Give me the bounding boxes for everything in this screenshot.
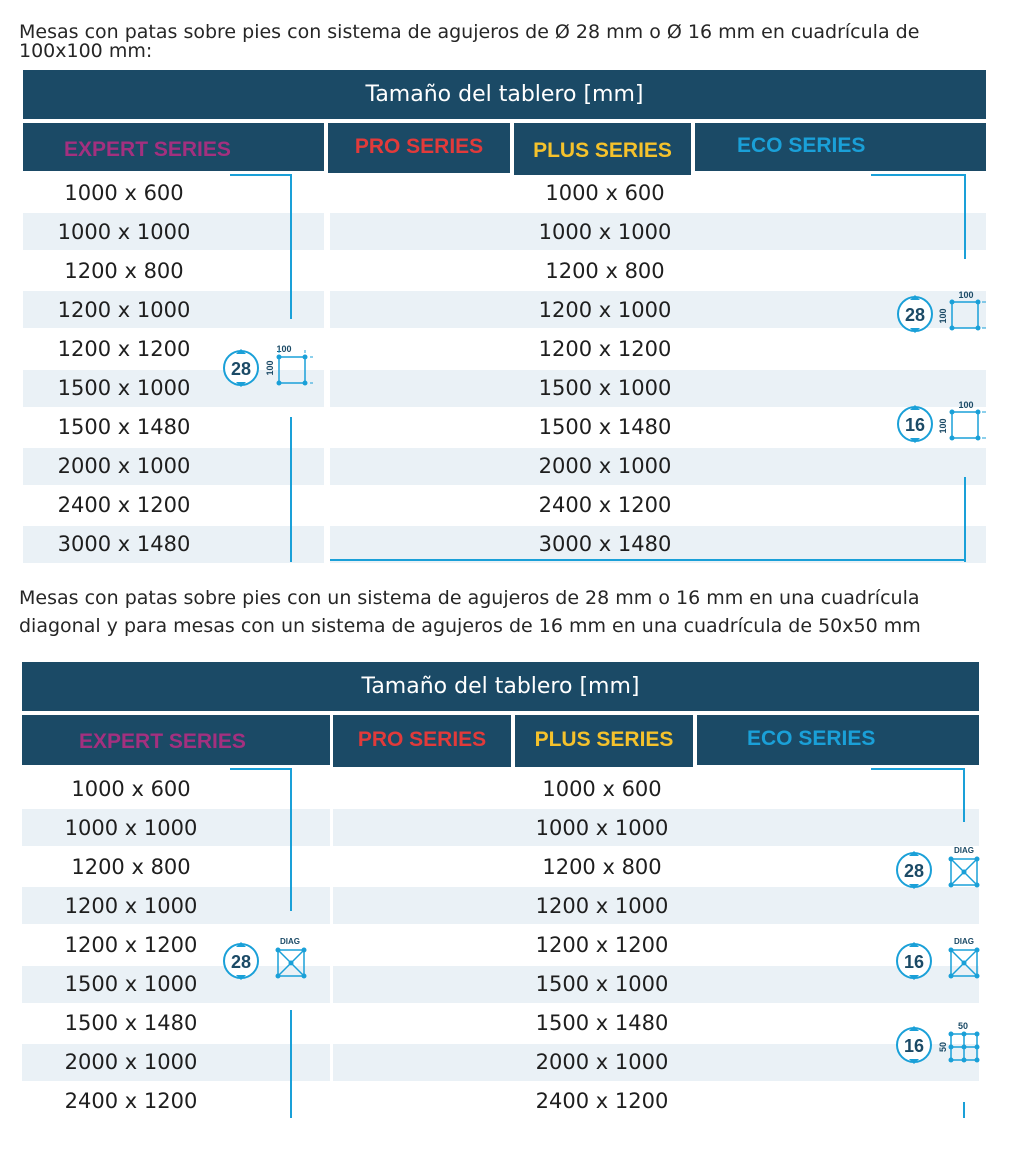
bracket-line xyxy=(871,174,966,176)
header-label: PRO SERIES xyxy=(354,135,484,158)
header-plus-series xyxy=(514,123,691,175)
table-title-text: Tamaño del tablero [mm] xyxy=(365,82,644,107)
pro-plus-eco-size-cell: 1200 x 1200 xyxy=(535,932,669,957)
bracket-line xyxy=(290,417,292,562)
bracket-line xyxy=(964,477,966,562)
header-label: PLUS SERIES xyxy=(534,728,674,751)
grid-label: 100 xyxy=(958,290,974,300)
pro-plus-eco-size-cell: 1200 x 1000 xyxy=(538,297,672,322)
pro-plus-eco-size-cell: 1000 x 600 xyxy=(545,180,665,205)
bracket-line xyxy=(963,1102,965,1118)
bracket-line xyxy=(963,768,965,822)
expert-size-cell: 1000 x 1000 xyxy=(57,219,191,244)
table-title-text: Tamaño del tablero [mm] xyxy=(361,674,640,699)
table-title xyxy=(23,70,986,119)
hole-size: 16 xyxy=(903,1036,925,1056)
header-label: ECO SERIES xyxy=(747,727,876,750)
hole-28-grid-100-icon xyxy=(222,344,314,392)
grid-side-label: 100 xyxy=(265,360,275,376)
expert-size-cell: 1200 x 1200 xyxy=(57,336,191,361)
pro-plus-eco-size-cell: 1500 x 1000 xyxy=(535,972,669,996)
hole-grid-badge-eco-16 xyxy=(896,400,988,452)
header-plus-series xyxy=(515,715,693,767)
hole-16-diag-icon xyxy=(895,936,987,986)
expert-size-cell: 1500 x 1000 xyxy=(64,972,198,996)
hole-size: 28 xyxy=(903,861,925,881)
grid-side-label: 100 xyxy=(938,418,948,434)
pro-plus-eco-size-cell: 1500 x 1480 xyxy=(538,415,672,440)
intro-paragraph-2 xyxy=(19,584,921,640)
expert-size-cell: 1200 x 800 xyxy=(64,258,184,283)
grid-label: 100 xyxy=(958,400,974,410)
header-label: ECO SERIES xyxy=(737,134,866,157)
hole-28-diag-icon xyxy=(895,845,987,895)
hole-size: 16 xyxy=(903,952,925,972)
pro-plus-eco-size-cell: 1500 x 1480 xyxy=(535,1011,669,1036)
hole-size: 28 xyxy=(230,952,252,972)
grid-side-label: 50 xyxy=(938,1041,948,1053)
grid-label: DIAG xyxy=(280,937,300,946)
expert-size-cell: 2000 x 1000 xyxy=(57,454,191,479)
pro-plus-eco-size-cell: 1200 x 800 xyxy=(545,258,665,283)
bracket-line xyxy=(230,174,291,176)
pro-plus-eco-size-cell: 2400 x 1200 xyxy=(535,1089,669,1114)
header-pro-series xyxy=(333,715,511,767)
hole-grid-badge-eco-28 xyxy=(896,290,988,342)
header-pro-series xyxy=(328,123,510,173)
expert-size-cell: 1000 x 600 xyxy=(71,776,191,801)
expert-size-cell: 2400 x 1200 xyxy=(57,493,191,518)
expert-size-cell: 1500 x 1480 xyxy=(64,1011,198,1036)
header-label: EXPERT SERIES xyxy=(79,730,246,753)
hole-grid-badge-eco-28-diag xyxy=(895,845,987,899)
bracket-line xyxy=(290,768,292,911)
expert-size-cell: 1000 x 1000 xyxy=(64,815,198,840)
bracket-line xyxy=(330,559,966,561)
hole-grid-badge-eco-16-grid50 xyxy=(895,1020,987,1074)
pro-plus-eco-size-cell: 1000 x 1000 xyxy=(538,219,672,244)
pro-plus-eco-size-cell: 3000 x 1480 xyxy=(538,532,672,557)
table-title xyxy=(22,662,979,711)
hole-grid-badge-expert xyxy=(222,936,314,990)
bracket-line xyxy=(290,1010,292,1118)
expert-size-cell: 1500 x 1000 xyxy=(57,376,191,400)
pro-plus-eco-size-cell: 1000 x 1000 xyxy=(535,815,669,840)
pro-plus-eco-size-cell: 2400 x 1200 xyxy=(538,493,672,518)
pro-plus-eco-size-cell: 1000 x 600 xyxy=(542,776,662,801)
grid-label: 100 xyxy=(276,344,292,354)
intro-line: 100x100 mm: xyxy=(19,40,153,62)
hole-size: 16 xyxy=(904,415,926,435)
bracket-line xyxy=(871,768,965,770)
hole-16-grid-50-icon xyxy=(895,1020,987,1070)
bracket-line xyxy=(230,768,291,770)
grid-label: DIAG xyxy=(954,937,974,946)
expert-size-cell: 2400 x 1200 xyxy=(64,1089,198,1114)
expert-size-cell: 1000 x 600 xyxy=(64,180,184,205)
bracket-line xyxy=(964,174,966,259)
expert-size-cell: 3000 x 1480 xyxy=(57,532,191,557)
grid-label: DIAG xyxy=(954,846,974,855)
intro-line: diagonal y para mesas con un sistema de agujeros de 16 mm en una cuadrícula de 50x50 mm xyxy=(19,615,921,637)
hole-28-grid-100-icon xyxy=(896,290,988,338)
header-label: PRO SERIES xyxy=(357,728,487,751)
pro-plus-eco-size-cell: 1200 x 800 xyxy=(542,854,662,879)
header-label: PLUS SERIES xyxy=(533,139,672,162)
header-label: EXPERT SERIES xyxy=(64,138,231,161)
expert-size-cell: 1200 x 800 xyxy=(71,854,191,879)
bracket-line xyxy=(290,174,292,319)
header-eco-series xyxy=(697,715,979,765)
hole-28-diag-icon xyxy=(222,936,314,986)
intro-paragraph-1 xyxy=(19,20,919,70)
grid-side-label: 100 xyxy=(938,308,948,324)
hole-grid-badge-expert xyxy=(222,344,314,396)
pro-plus-eco-size-cell: 2000 x 1000 xyxy=(535,1050,669,1075)
pro-plus-eco-size-cell: 2000 x 1000 xyxy=(538,454,672,479)
header-eco-series xyxy=(695,123,986,171)
expert-size-cell: 1500 x 1480 xyxy=(57,415,191,440)
hole-size: 28 xyxy=(904,305,926,325)
pro-plus-eco-size-cell: 1200 x 1200 xyxy=(538,336,672,361)
header-expert-series xyxy=(23,123,324,171)
header-expert-series xyxy=(22,715,330,765)
hole-size: 28 xyxy=(230,359,252,379)
expert-size-cell: 1200 x 1000 xyxy=(64,893,198,918)
expert-size-cell: 2000 x 1000 xyxy=(64,1050,198,1075)
pro-plus-eco-size-cell: 1500 x 1000 xyxy=(538,376,672,400)
hole-grid-badge-eco-16-diag xyxy=(895,936,987,990)
grid-label: 50 xyxy=(957,1021,969,1031)
intro-line: Mesas con patas sobre pies con sistema de agujeros de Ø 28 mm o Ø 16 mm en cuadrícula de xyxy=(19,21,920,43)
hole-16-grid-100-icon xyxy=(896,400,988,448)
expert-size-cell: 1200 x 1000 xyxy=(57,297,191,322)
expert-size-cell: 1200 x 1200 xyxy=(64,932,198,957)
pro-plus-eco-size-cell: 1200 x 1000 xyxy=(535,893,669,918)
intro-line: Mesas con patas sobre pies con un sistema de agujeros de 28 mm o 16 mm en una cuadrícula xyxy=(19,587,920,609)
